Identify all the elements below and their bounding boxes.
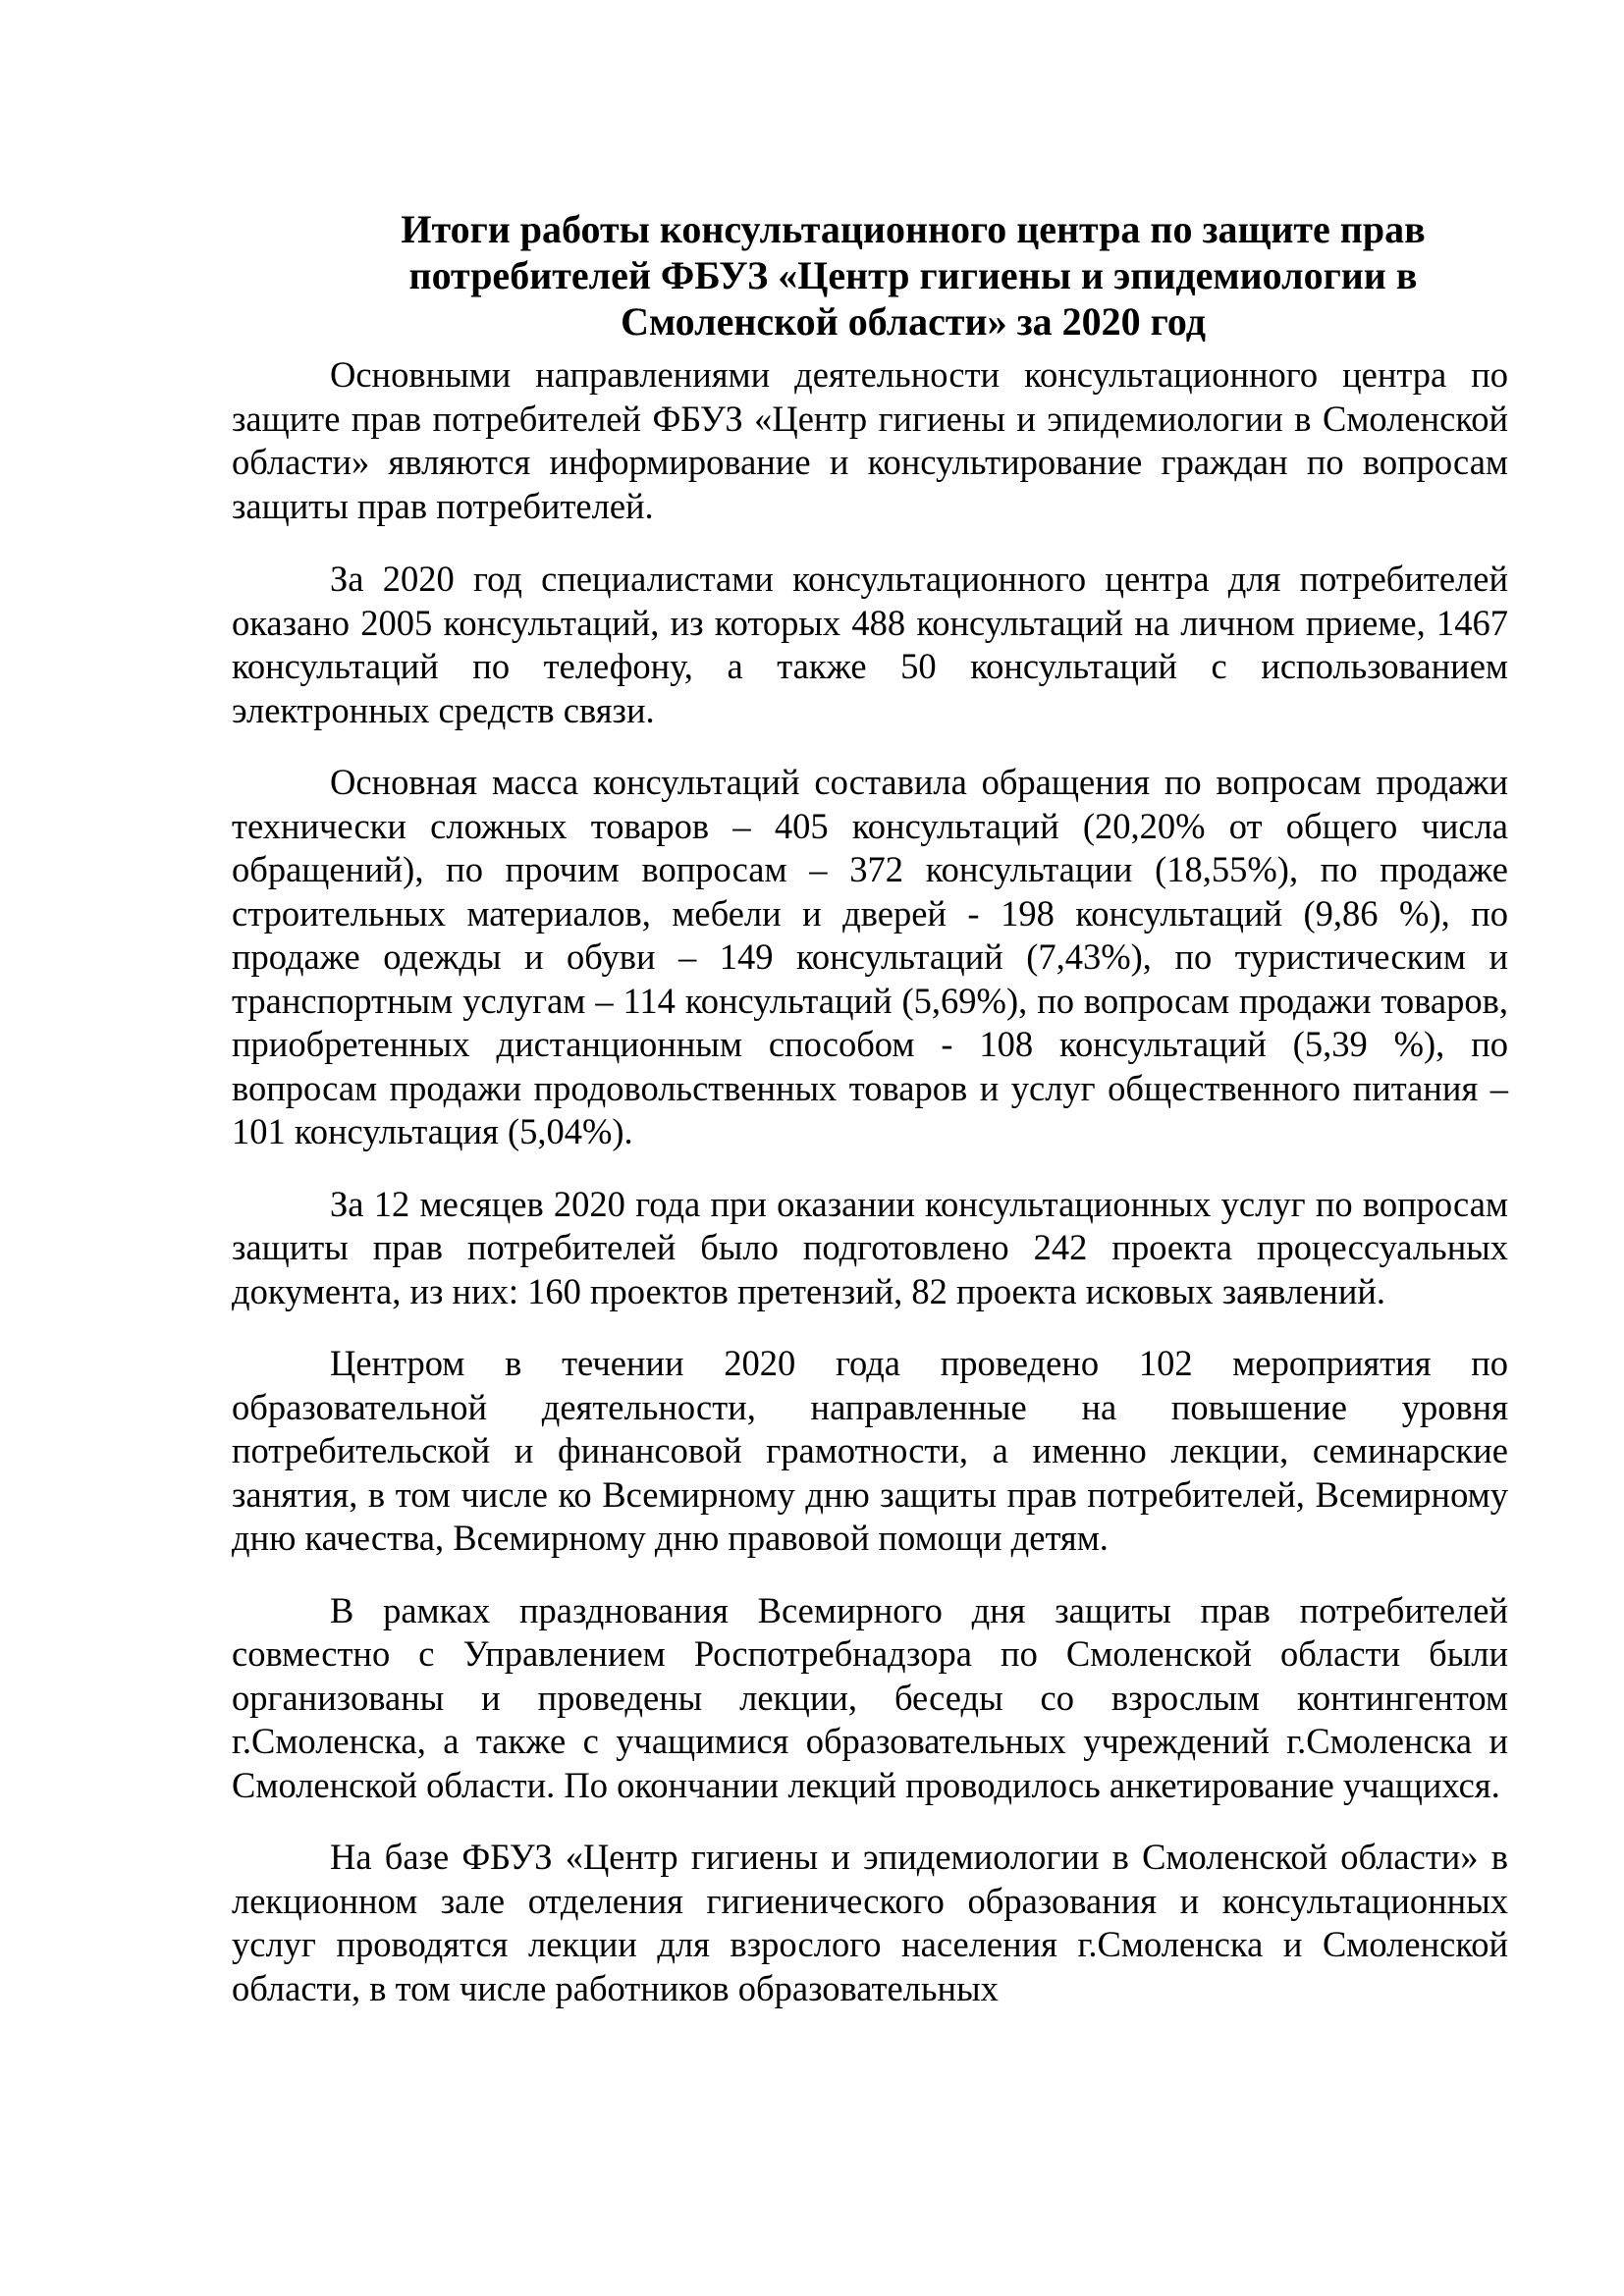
paragraph-educational-events: Центром в течении 2020 года проведено 102 мероприятия по образовательной деятельности, направленные на повышение уровня потребительской и финансовой грамотности, а именно лекции, семинарские занятия, в том числе ко Всемирному дню защиты прав потребителей, Всемирному дню качества, Всемирному дню правовой помощи детям. bbox=[232, 1343, 1508, 1558]
title-line-2: потребителей ФБУЗ «Центр гигиены и эпидемиологии в bbox=[408, 253, 1418, 297]
paragraph-consultations-total: За 2020 год специалистами консультационного центра для потребителей оказано 2005 консультаций, из которых 488 консультаций на личном приеме, 1467 консультаций по телефону, а также 50 консультаций с использованием электронных средств связи. bbox=[232, 559, 1508, 730]
paragraph-procedural-documents: За 12 месяцев 2020 года при оказании консультационных услуг по вопросам защиты прав потребителей было подготовлено 242 проекта процессуальных документа, из них: 160 проектов претензий, 82 проекта исковых заявлений. bbox=[232, 1183, 1508, 1311]
title-line-3: Смоленской области» за 2020 год bbox=[621, 299, 1206, 344]
document-title bbox=[295, 206, 1532, 345]
document-body bbox=[232, 353, 1508, 2039]
paragraph-consumer-rights-day: В рамках празднования Всемирного дня защиты прав потребителей совместно с Управлением Роспотребнадзора по Смоленской области были организованы и проведены лекции, беседы со взрослым контингентом г.Смоленска, а также с учащимися образовательных учреждений г.Смоленска и Смоленской области. По окончании лекций проводилось анкетирование учащихся. bbox=[232, 1589, 1508, 1805]
paragraph-directions: Основными направлениями деятельности консультационного центра по защите прав потребителей ФБУЗ «Центр гигиены и эпидемиологии в Смоленской области» являются информирование и консультирование граждан по вопросам защиты прав потребителей. bbox=[232, 354, 1508, 526]
paragraph-lecture-hall: На базе ФБУЗ «Центр гигиены и эпидемиологии в Смоленской области» в лекционном зале отделения гигиенического образования и консультационных услуг проводятся лекции для взрослого населения г.Смоленска и Смоленской области, в том числе работников образовательных bbox=[232, 1837, 1508, 2008]
title-line-1: Итоги работы консультационного центра по защите прав bbox=[401, 207, 1426, 251]
paragraph-consultation-topics: Основная масса консультаций составила обращения по вопросам продажи технически сложных товаров – 405 консультаций (20,20% от общего числа обращений), по прочим вопросам – 372 консультации (18,55%), по продаже строительных материалов, мебели и дверей - 198 консультаций (9,86 %), по продаже одежды и обуви – 149 консультаций (7,43%), по туристическим и транспортным услугам – 114 консультаций (5,69%), по вопросам продажи товаров, приобретенных дистанционным способом - 108 консультаций (5,39 %), по вопросам продажи продовольственных товаров и услуг общественного питания – 101 консультация (5,04%). bbox=[232, 762, 1508, 1151]
